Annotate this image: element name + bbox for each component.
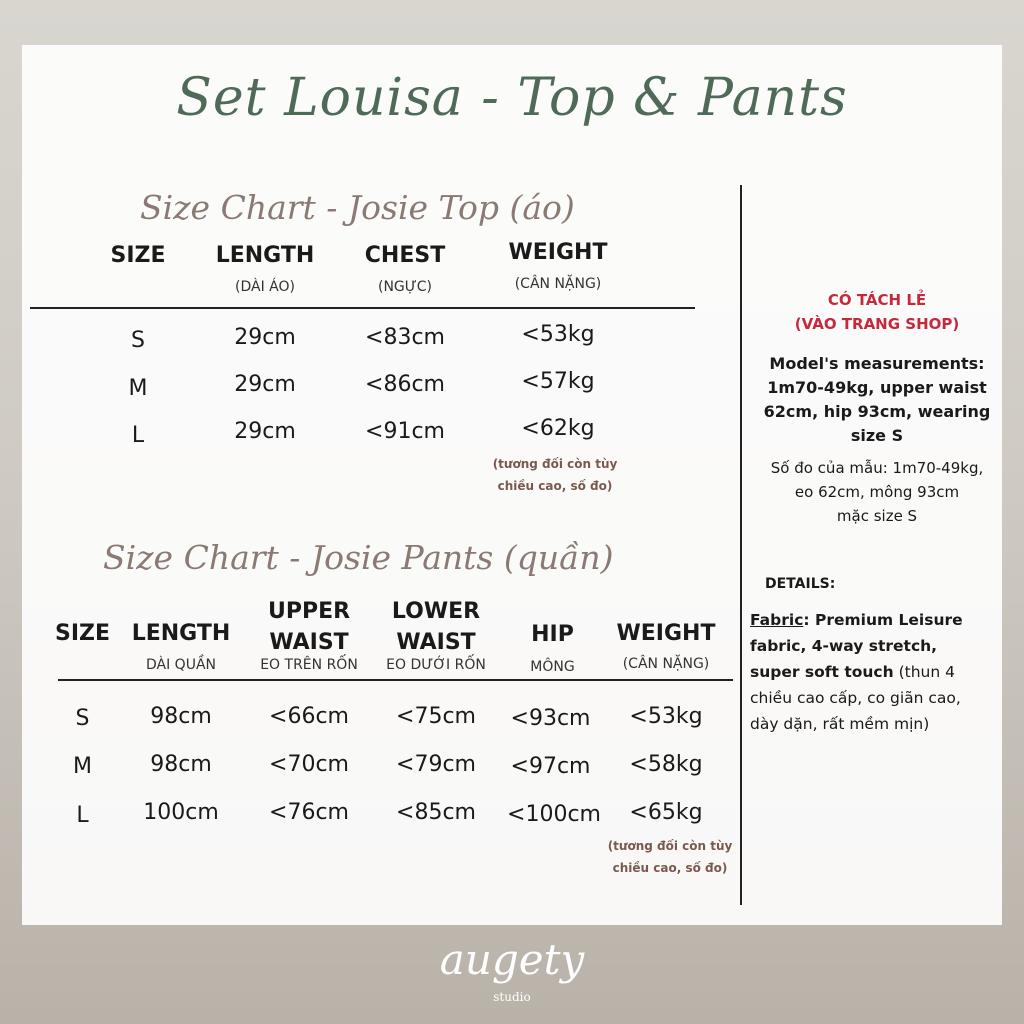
top-cell: <86cm — [365, 372, 445, 397]
pants-header-hip-sub: MÔNG — [530, 659, 575, 675]
pants-cell: M — [73, 754, 92, 779]
pants-header-upper-waist: UPPER WAIST — [267, 599, 351, 655]
brand-logo: augety — [439, 935, 585, 984]
page-title: Set Louisa - Top & Pants — [176, 68, 848, 128]
top-note: (tương đối còn tùy chiều cao, số đo) — [492, 457, 618, 493]
pants-cell: L — [76, 803, 89, 828]
pants-header-lower-waist-sub: EO DƯỚI RỐN — [386, 657, 486, 673]
model-measurements-en: Model's measurements: 1m70-49kg, upper waist 62cm, hip 93cm, wearing size S — [763, 354, 991, 445]
vertical-divider — [740, 185, 742, 905]
top-header-length: LENGTH — [215, 243, 315, 268]
top-cell: <57kg — [521, 369, 595, 394]
pants-header-length-sub: DÀI QUẦN — [145, 657, 216, 673]
pants-cell: <66cm — [269, 704, 349, 729]
top-header-weight: WEIGHT — [508, 240, 608, 265]
pants-note: (tương đối còn tùy chiều cao, số đo) — [607, 839, 733, 875]
brand-logo-sub: studio — [493, 990, 531, 1004]
top-header-chest: CHEST — [364, 243, 446, 268]
pants-header-divider — [58, 679, 733, 681]
top-chart-title: Size Chart - Josie Top (áo) — [140, 188, 575, 227]
pants-cell: <70cm — [269, 752, 349, 777]
pants-header-weight: WEIGHT — [616, 621, 716, 646]
pants-cell: <97cm — [510, 754, 591, 779]
pants-cell: 98cm — [150, 704, 212, 729]
top-header-chest-sub: (NGỰC) — [377, 279, 433, 295]
model-measurements-vn: Số đo của mẫu: 1m70-49kg, eo 62cm, mông 93cm mặc size S — [770, 459, 984, 525]
pants-header-length: LENGTH — [131, 621, 231, 646]
top-header-weight-sub: (CÂN NẶNG) — [514, 276, 602, 292]
fabric-details: Fabric: Premium Leisure fabric, 4-way stretch, super soft touch (thun 4 chiều cao cấp, co giãn cao, dày dặn, rất mềm mịn) — [750, 611, 963, 733]
pants-cell: <53kg — [629, 704, 703, 729]
pants-cell: <100cm — [507, 802, 601, 827]
pants-header-lower-waist: LOWER WAIST — [391, 599, 481, 655]
top-cell: <53kg — [521, 322, 595, 347]
pants-cell: <65kg — [629, 800, 703, 825]
pants-cell: 98cm — [150, 752, 212, 777]
top-cell: S — [131, 328, 145, 353]
pants-cell: 100cm — [143, 800, 219, 825]
pants-header-weight-sub: (CÂN NẶNG) — [622, 656, 710, 672]
pants-cell: <76cm — [269, 800, 349, 825]
top-cell: <91cm — [365, 419, 445, 444]
details-label: DETAILS: — [765, 576, 836, 592]
top-header-size: SIZE — [110, 243, 166, 268]
pants-cell: <58kg — [629, 752, 703, 777]
pants-cell: <79cm — [396, 752, 476, 777]
retail-notice: CÓ TÁCH LẺ (VÀO TRANG SHOP) — [794, 291, 960, 333]
pants-chart-title: Size Chart - Josie Pants (quần) — [103, 538, 614, 577]
pants-cell: <93cm — [510, 706, 591, 731]
top-header-divider — [30, 307, 695, 309]
top-cell: 29cm — [234, 325, 296, 350]
pants-header-hip: HIP — [531, 622, 574, 647]
top-cell: 29cm — [234, 419, 296, 444]
top-cell: L — [131, 423, 145, 448]
pants-cell: <85cm — [396, 800, 476, 825]
top-cell: 29cm — [234, 372, 296, 397]
pants-cell: <75cm — [396, 704, 476, 729]
top-cell: <83cm — [365, 325, 445, 350]
top-cell: M — [128, 376, 148, 401]
pants-header-upper-waist-sub: EO TRÊN RỐN — [260, 657, 358, 673]
top-cell: <62kg — [521, 416, 595, 441]
top-header-length-sub: (DÀI ÁO) — [235, 279, 295, 295]
pants-header-size: SIZE — [54, 621, 110, 646]
pants-cell: S — [75, 706, 90, 731]
fabric-label: Fabric — [750, 611, 804, 629]
